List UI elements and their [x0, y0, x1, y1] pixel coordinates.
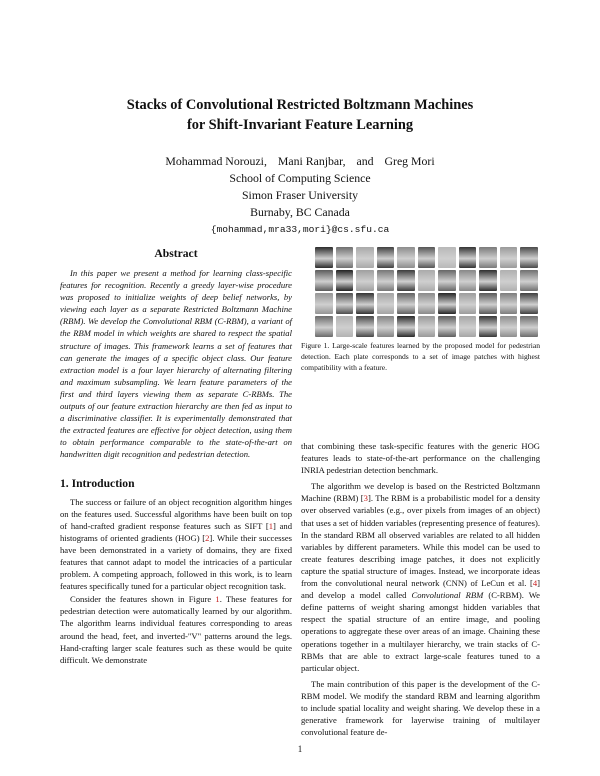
- feature-patch-image: [479, 270, 497, 291]
- feature-patch-image: [336, 247, 354, 268]
- figure-link[interactable]: 1: [215, 594, 220, 605]
- title-line-1: Stacks of Convolutional Restricted Boltzmann Machines: [126, 97, 474, 113]
- feature-patch-image: [356, 270, 374, 291]
- feature-patch-image: [356, 316, 374, 337]
- feature-patch-image: [459, 247, 477, 268]
- citation-link[interactable]: 1: [268, 520, 274, 531]
- feature-patch-image: [459, 270, 477, 291]
- feature-patch-image: [315, 247, 333, 268]
- feature-patch-image: [418, 316, 436, 337]
- feature-patch-image: [336, 316, 354, 337]
- feature-patch-image: [336, 293, 354, 314]
- feature-patch-image: [315, 316, 333, 337]
- author-name: Mani Ranjbar,: [277, 154, 346, 168]
- feature-patch-image: [520, 293, 538, 314]
- author-conjunction: and: [356, 154, 374, 168]
- feature-patch-image: [459, 316, 477, 337]
- feature-patch-image: [377, 247, 395, 268]
- feature-patch-image: [377, 270, 395, 291]
- feature-patch-image: [520, 247, 538, 268]
- right-paragraph-2: The algorithm we develop is based on the Restricted Boltzmann Machine (RBM) [3]. The RBM is a probabilistic model for a density over observed variables (e.g., over pixels from images of an object) that uses a set of hidden variables (representing presence of features). In the standard RBM all observed variables are related to all hidden variables by different parameters. While this model can be used to create features describing image patches, it does not explicitly capture the spatial structure of images. Instead, we incorporate ideas from the convolutional neural network (CNN) of LeCun et al. [4] and develop a model called Convolutional RBM (C-RBM). We define patterns of weight sharing amongst hidden variables that respect the spatial structure of an entire image, and pooling operations to aggregate these over areas of an image. Chaining these operations together in a multilayer hierarchy, we train stacks of C-RBMs that are able to extract large-scale features tuned to a particular object.: [301, 481, 541, 673]
- feature-patch-image: [397, 293, 415, 314]
- author-university: Simon Fraser University: [242, 188, 358, 202]
- author-email: {mohammad,mra33,mori}@cs.sfu.ca: [210, 224, 390, 235]
- left-column: [60, 247, 292, 666]
- author-name: Greg Mori: [384, 154, 435, 168]
- feature-plate-grid: [315, 247, 537, 337]
- feature-patch-image: [418, 270, 436, 291]
- feature-patch-image: [500, 316, 518, 337]
- feature-patch-image: [500, 293, 518, 314]
- figure-1: [305, 247, 537, 337]
- feature-patch-image: [397, 270, 415, 291]
- citation-link[interactable]: 3: [363, 493, 368, 504]
- right-paragraph-3: The main contribution of this paper is the development of the C-RBM model. We modify the standard RBM and learning algorithm to include spatial locality and weight sharing. We develop these in a generative framework for layerwise training of multilayer convolutional feature de-: [301, 678, 540, 738]
- feature-patch-image: [418, 293, 436, 314]
- author-school: School of Computing Science: [229, 171, 371, 185]
- feature-patch-image: [459, 293, 477, 314]
- feature-patch-image: [315, 270, 333, 291]
- feature-patch-image: [356, 247, 374, 268]
- feature-patch-image: [520, 270, 538, 291]
- feature-patch-image: [438, 270, 456, 291]
- citation-link[interactable]: 2: [205, 532, 210, 543]
- abstract-heading: Abstract: [154, 247, 198, 260]
- feature-patch-image: [377, 293, 395, 314]
- feature-patch-image: [397, 247, 415, 268]
- feature-patch-image: [377, 316, 395, 337]
- feature-patch-image: [397, 316, 415, 337]
- author-city: Burnaby, BC Canada: [250, 205, 350, 219]
- feature-patch-image: [500, 270, 518, 291]
- intro-heading: 1. Introduction: [60, 476, 135, 490]
- feature-patch-image: [336, 270, 354, 291]
- feature-patch-image: [315, 293, 333, 314]
- feature-patch-image: [479, 293, 497, 314]
- feature-patch-image: [500, 247, 518, 268]
- feature-patch-image: [520, 316, 538, 337]
- feature-patch-image: [479, 247, 497, 268]
- intro-paragraph-1: The success or failure of an object recognition algorithm hinges on the features used. Successful algorithms have been built on top of hand-crafted gradient response features such as SIFT [1] and histograms of oriented gradients (HOG) [2]. While their successes have been demonstrated in a variety of domains, they are fixed features that cannot adapt to model the intricacies of a particular problem. A competing approach, followed in this work, is to learn features specifically tuned for a particular object recognition task.: [60, 496, 292, 592]
- feature-patch-image: [438, 247, 456, 268]
- feature-patch-image: [438, 316, 456, 337]
- feature-patch-image: [438, 293, 456, 314]
- page-number: 1: [297, 744, 303, 754]
- intro-paragraph-2: Consider the features shown in Figure 1. These features for pedestrian detection were automatically learned by our algorithm. The algorithm learns individual features corresponding to areas around the head, feet, and inverted-"V" patterns around the legs. Hand-crafting larger scale features such as these would be quite difficult. We demonstrate: [60, 594, 292, 665]
- author-block: [0, 153, 600, 238]
- figure-1-caption: Figure 1. Large-scale features learned by the proposed model for pedestrian detection. Each plate corresponds to a set of image patches with highest compatibility with a feature.: [301, 341, 540, 372]
- feature-patch-image: [479, 316, 497, 337]
- title-line-2: for Shift-Invariant Feature Learning: [186, 117, 414, 133]
- right-paragraph-1: that combining these task-specific features with the generic HOG features leads to state-of-the-art performance on the challenging INRIA pedestrian detection benchmark.: [301, 441, 540, 476]
- author-names: [0, 153, 600, 170]
- right-column: [301, 440, 540, 738]
- citation-link[interactable]: 4: [532, 578, 538, 589]
- paper-title: [0, 95, 600, 135]
- author-name: Mohammad Norouzi,: [165, 154, 267, 168]
- feature-patch-image: [418, 247, 436, 268]
- feature-patch-image: [356, 293, 374, 314]
- abstract-text: In this paper we present a method for learning class-specific features for recognition. Recently a greedy layer-wise procedure was proposed to initialize weights of deep belief networks, by viewing each layer as a separate Restricted Boltzmann Machine (RBM). We develop the Convolutional RBM (C-RBM), a variant of the RBM model in which weights are shared to respect the spatial structure of images. This framework learns a set of features that can generate the images of a specific object class. Our feature extraction model is a four layer hierarchy of alternating filtering and maximum subsampling. We learn feature parameters of the first and third layers viewing them as separate C-RBMs. The outputs of our feature extraction hierarchy are then fed as input to a discriminative classifier. It is experimentally demonstrated that the extracted features are effective for object detection, using them to obtain performance comparable to the state-of-the-art on handwritten digit recognition and pedestrian detection.: [60, 268, 292, 460]
